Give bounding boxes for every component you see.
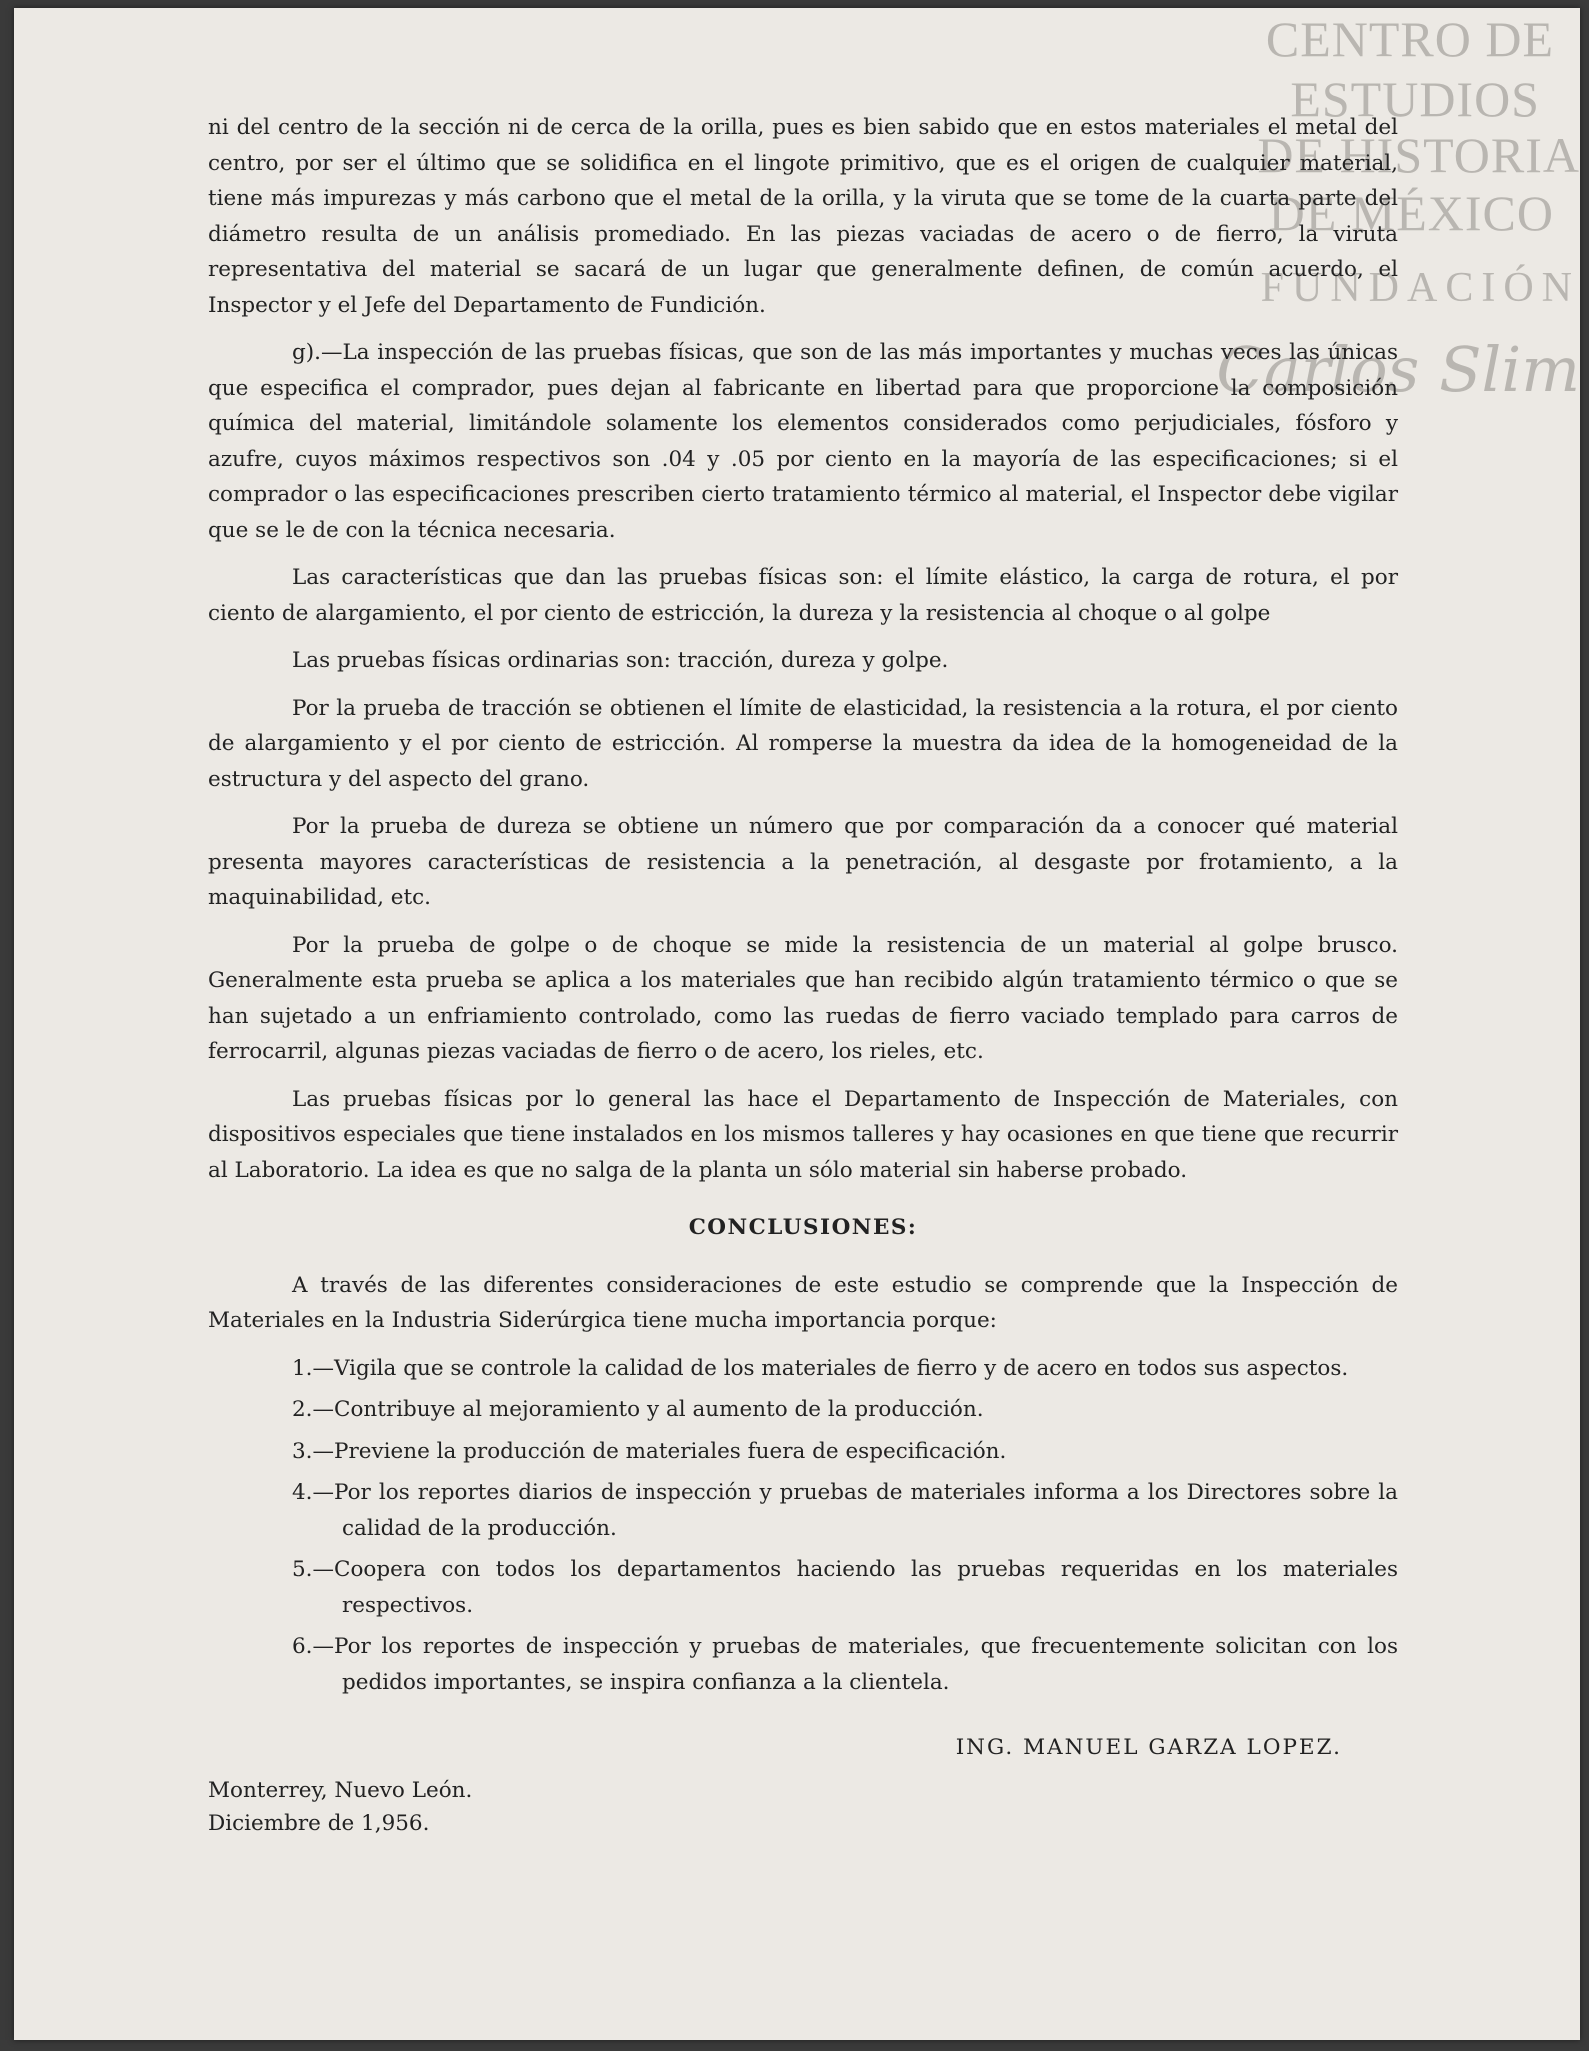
paragraph: Por la prueba de tracción se obtienen el límite de elasticidad, la resistencia a la rotura, el por ciento de alargamiento y el por ciento de estricción. Al romperse la muestra da idea de la homogeneidad de la estructura y del aspecto del grano. <box>208 695 1398 792</box>
list-item: 2.—Contribuye al mejoramiento y al aumento de la producción. <box>292 1397 984 1422</box>
date: Diciembre de 1,956. <box>208 1810 430 1836</box>
paragraph-g: g).—La inspección de las pruebas físicas, que son de las más importantes y muchas veces las únicas que especifica el comprador, pues dejan al fabricante en libertad para que proporcione la composición química del material, limitándole solamente los elementos considerados como perjudiciales, fósforo y azufre, cuyos máximos respectivos son .04 y .05 por ciento en la mayoría de las especificaciones; si el comprador o las especificaciones prescriben cierto tratamiento térmico al material, el Inspector debe vigilar que se le de con la técnica necesaria. <box>208 340 1398 543</box>
place: Monterrey, Nuevo León. <box>208 1777 473 1803</box>
watermark-line: CENTRO DE <box>1265 11 1554 67</box>
watermark-line: FUNDACIÓN <box>1260 265 1580 311</box>
conclusions-list <box>208 1351 1398 1701</box>
document-body <box>208 110 1398 1840</box>
watermark-line: ESTUDIOS <box>1290 71 1540 127</box>
paragraph: Por la prueba de dureza se obtiene un número que por comparación da a conocer qué material presenta mayores características de resistencia a la penetración, al desgaste por frotamiento, a la maquinabilidad, etc. <box>208 814 1398 910</box>
paragraph-continuation: ni del centro de la sección ni de cerca de la orilla, pues es bien sabido que en estos materiales el metal del centro, por ser el último que se solidifica en el lingote primitivo, que es el origen de cualquier material, tiene más impurezas y más carbono que el metal de la orilla, y la viruta que se tome de la cuarta parte del diámetro resulta de un análisis promediado. En las piezas vaciadas de acero o de fierro, la viruta representativa del material se sacará de un lugar que generalmente definen, de común acuerdo, el Inspector y el Jefe del Departamento de Fundición. <box>208 115 1398 318</box>
paragraph: Las características que dan las pruebas físicas son: el límite elástico, la carga de rotura, el por ciento de alargamiento, el por ciento de estricción, la dureza y la resistencia al choque o al golpe <box>208 565 1398 626</box>
list-item: 6.—Por los reportes de inspección y pruebas de materiales, que frecuentemente solicitan con los pedidos importantes, se inspira confianza a la clientela. <box>292 1634 1398 1695</box>
paragraph: Las pruebas físicas por lo general las hace el Departamento de Inspección de Materiales, con dispositivos especiales que tiene instalados en los mismos talleres y hay ocasiones en que tiene que recurrir al Laboratorio. La idea es que no salga de la planta un sólo material sin haberse probado. <box>208 1086 1398 1183</box>
list-item: 1.—Vigila que se controle la calidad de los materiales de fierro y de acero en todos sus aspectos. <box>292 1355 1349 1381</box>
list-item: 4.—Por los reportes diarios de inspección y pruebas de materiales informa a los Directores sobre la calidad de la producción. <box>292 1480 1398 1541</box>
paragraph: Las pruebas físicas ordinarias son: tracción, dureza y golpe. <box>292 648 949 673</box>
list-item: 5.—Coopera con todos los departamentos haciendo las pruebas requeridas en los materiales respectivos. <box>292 1557 1398 1618</box>
watermark-line: DE MÉXICO <box>1268 185 1554 241</box>
place-date-block <box>208 1774 1398 1840</box>
watermark-signature: Carlos Slim <box>1216 333 1580 406</box>
document-page <box>14 8 1580 2040</box>
author-signature: ING. MANUEL GARZA LOPEZ. <box>955 1735 1342 1760</box>
list-item: 3.—Previene la producción de materiales fuera de especificación. <box>292 1438 1007 1464</box>
conclusions-heading: CONCLUSIONES: <box>688 1215 918 1240</box>
paragraph: Por la prueba de golpe o de choque se mide la resistencia de un material al golpe brusco. Generalmente esta prueba se aplica a los materiales que han recibido algún tratamiento térmico o que se han sujetado a un enfriamiento controlado, como las ruedas de fierro vaciado templado para carros de ferrocarril, algunas piezas vaciadas de fierro o de acero, los rieles, etc. <box>208 932 1398 1064</box>
conclusions-intro: A través de las diferentes consideraciones de este estudio se comprende que la Inspección de Materiales en la Industria Siderúrgica tiene mucha importancia porque: <box>208 1272 1398 1333</box>
watermark-line: DE HISTORIA <box>1257 127 1580 183</box>
